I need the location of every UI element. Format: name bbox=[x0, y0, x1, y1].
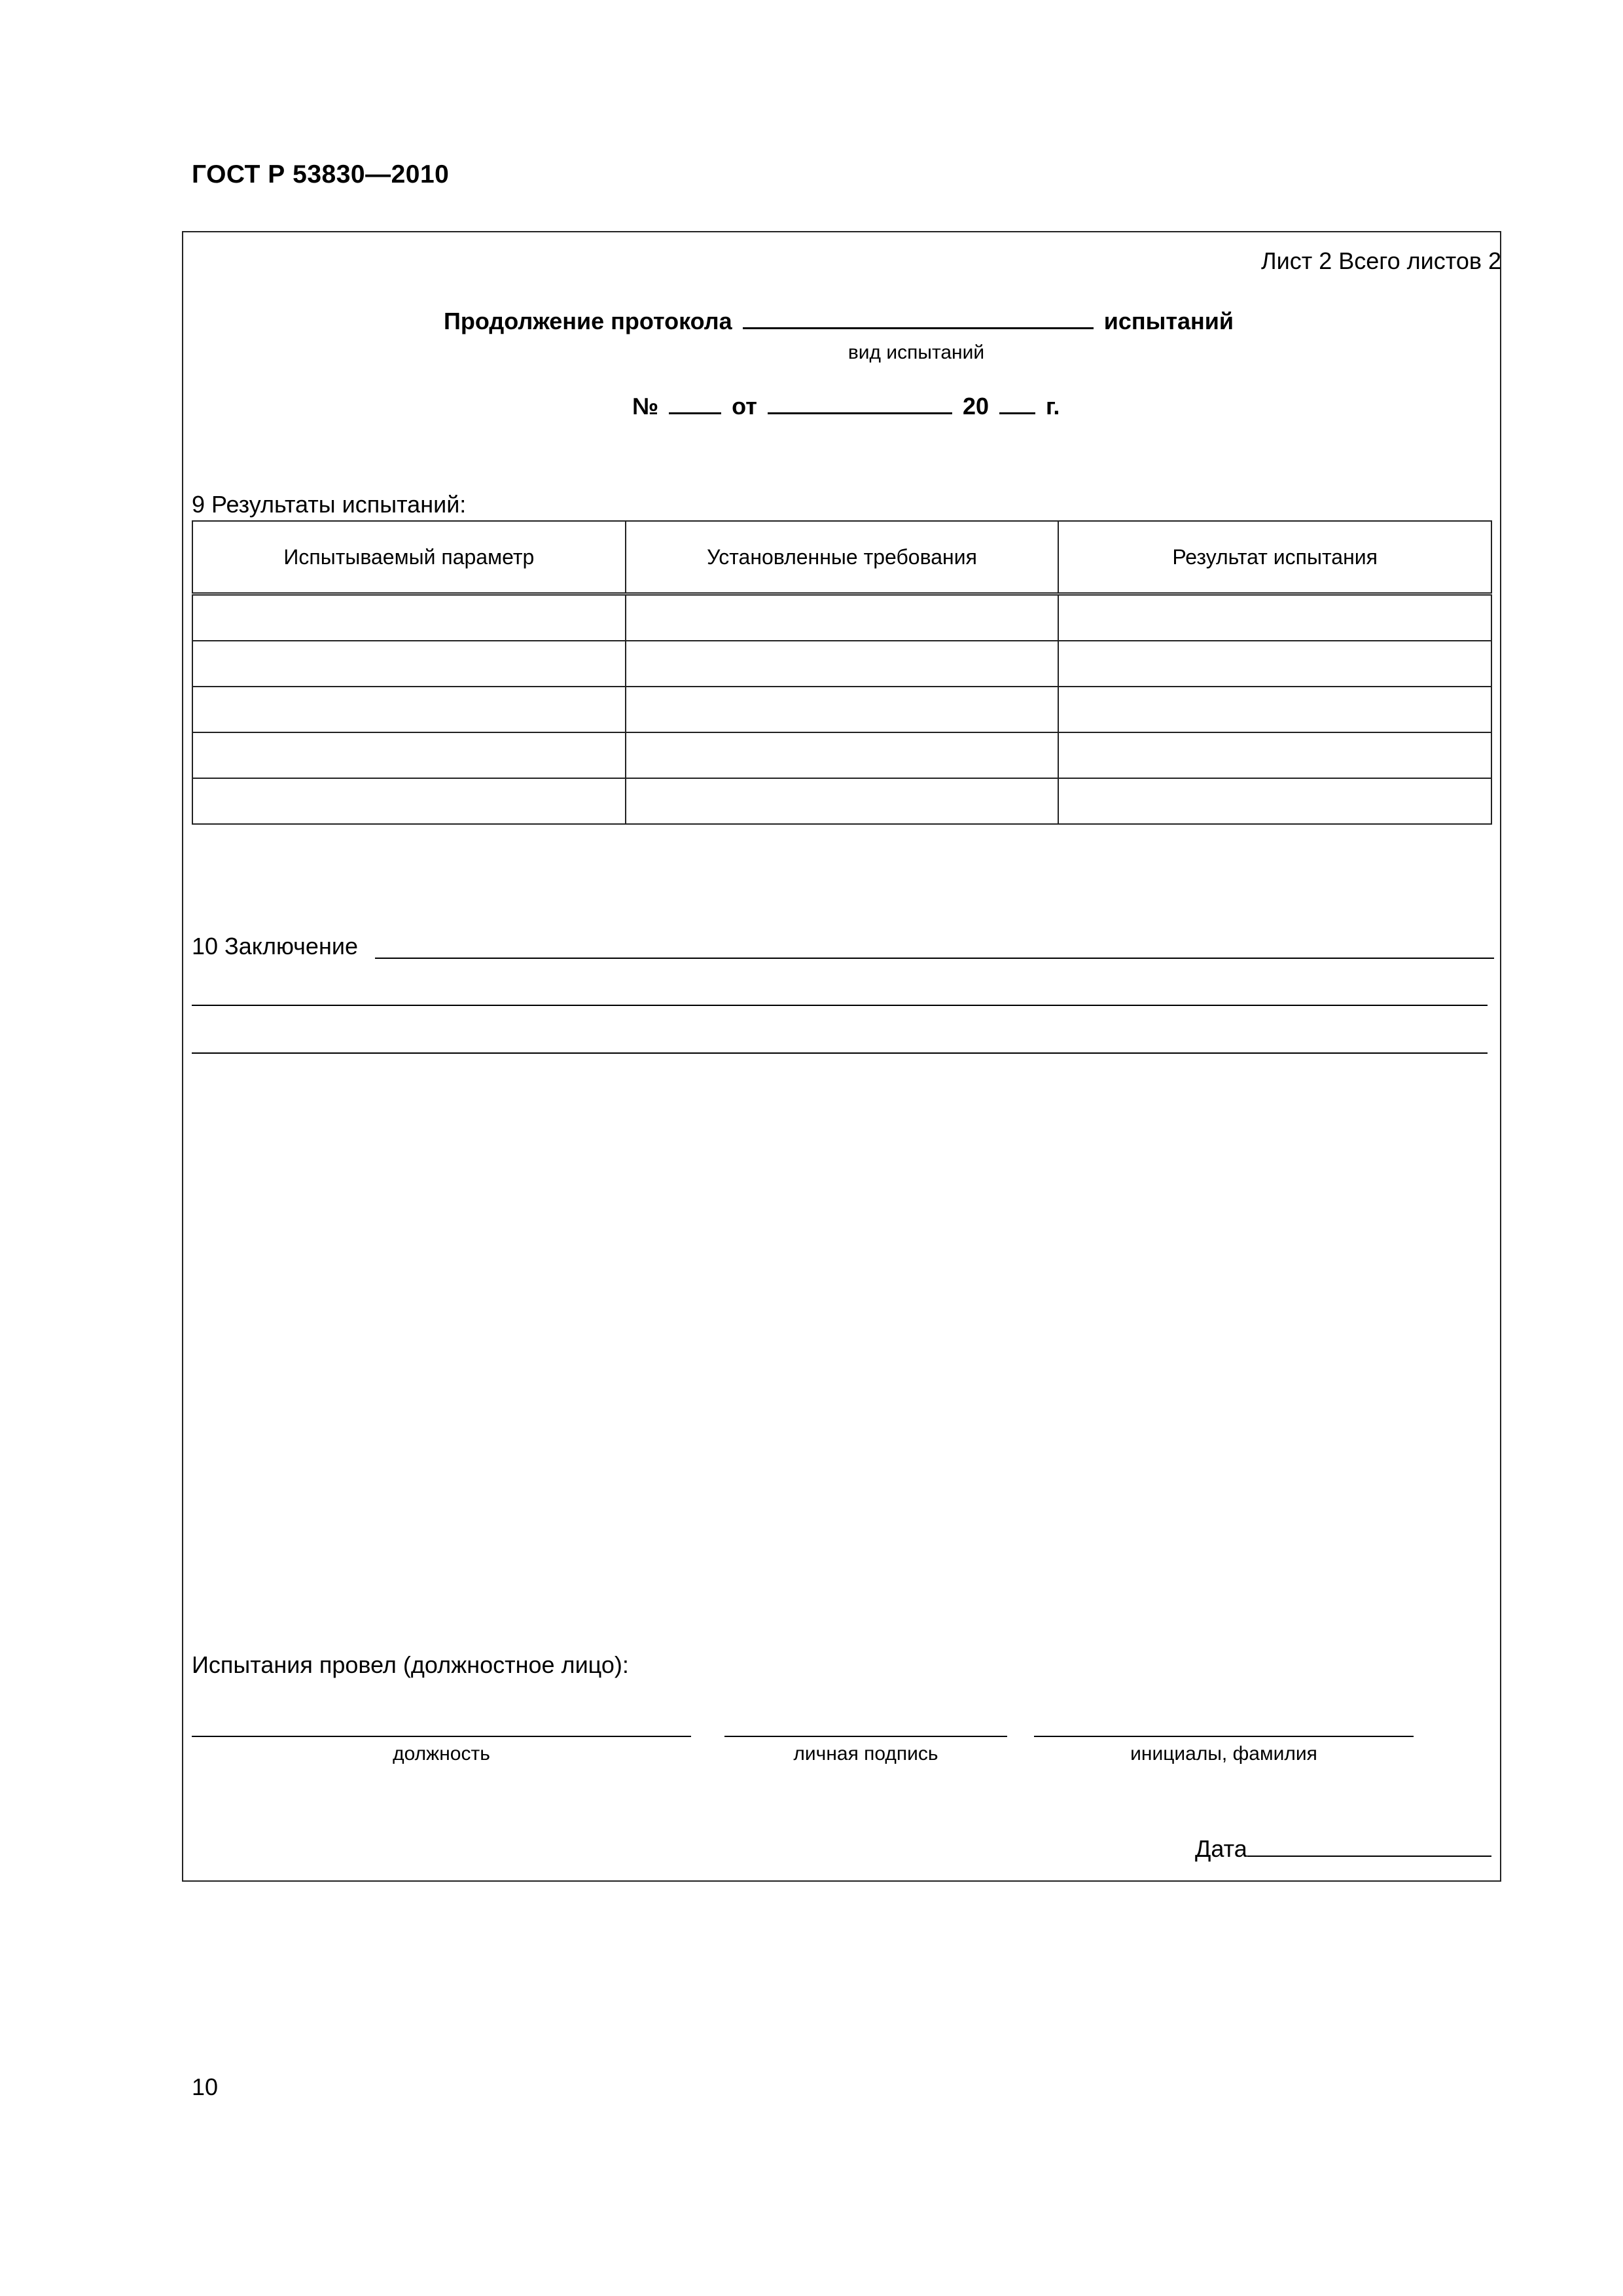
protocol-number-row bbox=[632, 393, 1060, 420]
personal-signature-caption: личная подпись bbox=[793, 1743, 938, 1765]
test-type-caption: вид испытаний bbox=[847, 342, 985, 363]
header-tested-parameter: Испытываемый параметр bbox=[192, 521, 626, 594]
name-caption: инициалы, фамилия bbox=[1130, 1743, 1317, 1765]
conclusion-line-3[interactable] bbox=[192, 1052, 1488, 1054]
year-suffix: г. bbox=[1046, 393, 1060, 420]
table-cell[interactable] bbox=[192, 732, 626, 778]
conclusion-line-2[interactable] bbox=[192, 1005, 1488, 1006]
table-cell[interactable] bbox=[1058, 594, 1491, 641]
position-caption: должность bbox=[393, 1743, 490, 1765]
from-word: от bbox=[732, 393, 757, 420]
date-row bbox=[1195, 1835, 1491, 1863]
page-number: 10 bbox=[192, 2073, 219, 2100]
table-cell[interactable] bbox=[626, 687, 1059, 732]
table-row bbox=[192, 778, 1491, 824]
sheet-info: Лист 2 Всего листов 2 bbox=[1260, 247, 1501, 274]
table-cell[interactable] bbox=[192, 687, 626, 732]
title-prefix: Продолжение протокола bbox=[444, 308, 732, 334]
results-label: 9 Результаты испытаний: bbox=[192, 491, 467, 518]
table-cell[interactable] bbox=[1058, 687, 1491, 732]
table-cell[interactable] bbox=[626, 778, 1059, 824]
table-cell[interactable] bbox=[1058, 778, 1491, 824]
table-row bbox=[192, 641, 1491, 687]
table-cell[interactable] bbox=[192, 641, 626, 687]
date-label: Дата bbox=[1195, 1835, 1247, 1862]
table-cell[interactable] bbox=[192, 594, 626, 641]
protocol-date-blank[interactable] bbox=[768, 393, 952, 414]
protocol-form-frame bbox=[182, 231, 1501, 1882]
header-test-result: Результат испытания bbox=[1058, 521, 1491, 594]
conclusion-line-1[interactable] bbox=[375, 958, 1494, 959]
table-cell[interactable] bbox=[1058, 641, 1491, 687]
year-prefix: 20 bbox=[962, 393, 989, 420]
number-sign: № bbox=[632, 393, 659, 420]
personal-signature-line[interactable] bbox=[724, 1736, 1007, 1737]
position-signature-line[interactable] bbox=[192, 1736, 691, 1737]
table-row bbox=[192, 732, 1491, 778]
protocol-number-blank[interactable] bbox=[669, 393, 721, 414]
table-cell[interactable] bbox=[626, 594, 1059, 641]
table-header-row bbox=[192, 521, 1491, 594]
conclusion-label: 10 Заключение bbox=[192, 933, 358, 960]
table-row bbox=[192, 687, 1491, 732]
header-requirements: Установленные требования bbox=[626, 521, 1059, 594]
conducted-by-label: Испытания провел (должностное лицо): bbox=[192, 1651, 629, 1678]
title-suffix: испытаний bbox=[1103, 308, 1234, 334]
protocol-title bbox=[444, 308, 1234, 335]
date-blank[interactable] bbox=[1247, 1836, 1491, 1857]
name-signature-line[interactable] bbox=[1034, 1736, 1414, 1737]
table-cell[interactable] bbox=[192, 778, 626, 824]
results-table bbox=[192, 520, 1492, 825]
table-cell[interactable] bbox=[626, 641, 1059, 687]
document-code: ГОСТ Р 53830—2010 bbox=[192, 160, 450, 188]
table-row bbox=[192, 594, 1491, 641]
test-type-blank[interactable] bbox=[743, 308, 1094, 329]
year-blank[interactable] bbox=[999, 393, 1035, 414]
table-cell[interactable] bbox=[1058, 732, 1491, 778]
table-cell[interactable] bbox=[626, 732, 1059, 778]
